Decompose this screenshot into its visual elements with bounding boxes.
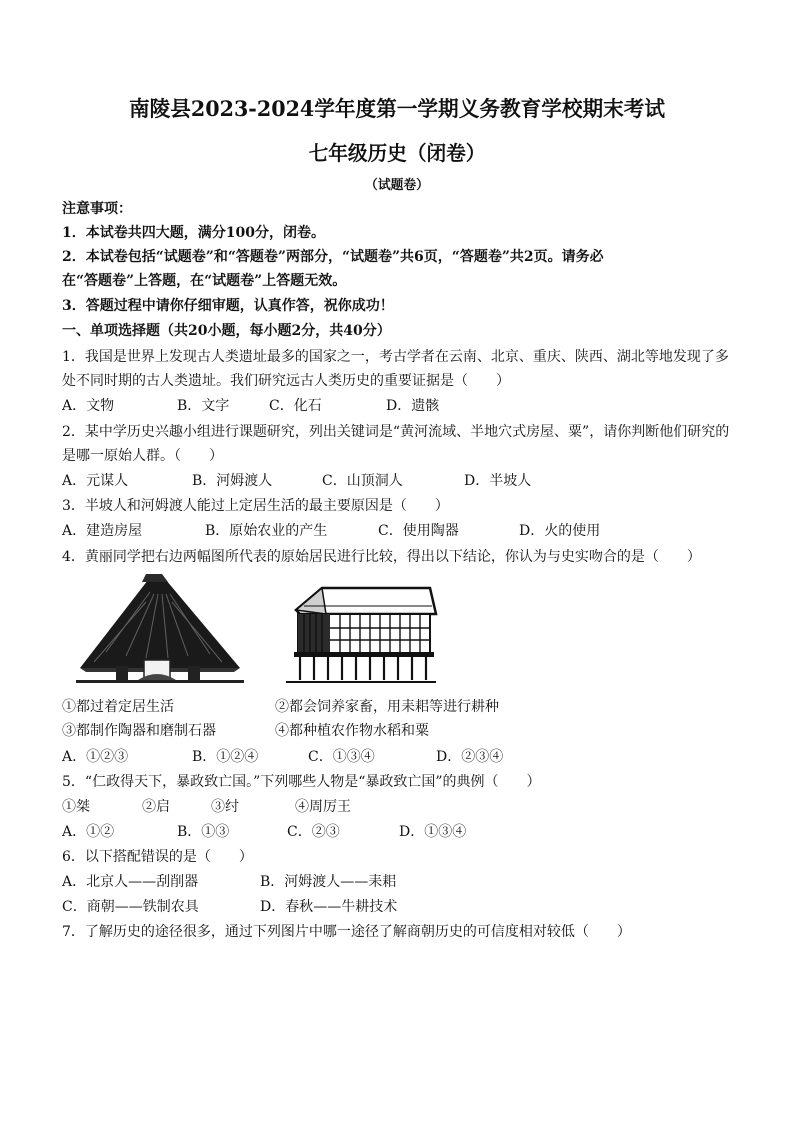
option-c: C．商朝——铁制农具 <box>62 899 199 915</box>
question-3-text: 3．半坡人和河姆渡人能过上定居生活的最主要原因是（ ） <box>62 498 449 514</box>
notice-heading: 注意事项： <box>62 201 132 217</box>
question-2-text: 是哪一原始人群。（ ） <box>62 448 223 464</box>
notice-item: 3．答题过程中请你仔细审题，认真作答，祝你成功！ <box>62 298 394 314</box>
option-a: A．①② <box>62 824 115 840</box>
statement: ④都种植农作物水稻和粟 <box>275 723 429 739</box>
exam-subtitle: 七年级历史（闭卷） <box>308 141 486 165</box>
option-b: B．河姆渡人 <box>192 473 273 489</box>
notice-item: 1．本试卷共四大题，满分100分，闭卷。 <box>62 225 325 241</box>
question-4-text: 4．黄丽同学把右边两幅图所代表的原始居民进行比较，得出以下结论，你认为与史实吻合的是（ ） <box>62 549 701 565</box>
option-d: D．半坡人 <box>464 473 532 489</box>
question-3-options <box>62 521 742 541</box>
banpo-hut-icon <box>76 572 244 688</box>
notice-item: 2．本试卷包括“试题卷”和“答题卷”两部分，“试题卷”共6页，“答题卷”共2页。请务必 <box>62 249 604 265</box>
question-5-statements <box>62 797 742 817</box>
statement: ③纣 <box>211 799 239 815</box>
question-5-options <box>62 822 742 842</box>
option-b: B．原始农业的产生 <box>205 523 328 539</box>
statement: ②都会饲养家畜，用耒耜等进行耕种 <box>275 699 499 715</box>
paper-type-label: （试题卷） <box>365 178 429 193</box>
statement: ④周厉王 <box>295 799 351 815</box>
statement: ③都制作陶器和磨制石器 <box>62 723 216 739</box>
question-2-options <box>62 471 742 491</box>
option-b: B．河姆渡人——耒耜 <box>260 874 397 890</box>
option-d: D．火的使用 <box>519 523 601 539</box>
option-d: D．春秋——牛耕技术 <box>260 899 398 915</box>
notice-item: 在“答题卷”上答题，在“试题卷”上答题无效。 <box>62 273 347 289</box>
option-a: A．北京人——刮削器 <box>62 874 199 890</box>
question-6-text: 6．以下搭配错误的是（ ） <box>62 849 253 865</box>
option-a: A．建造房屋 <box>62 523 143 539</box>
option-b: B．①②④ <box>192 749 259 765</box>
hemudu-stilt-house-icon <box>280 584 440 684</box>
statement: ①都过着定居生活 <box>62 699 174 715</box>
question-4-statements-row2 <box>62 721 742 741</box>
option-c: C．化石 <box>269 398 322 414</box>
question-5-text: 5．“仁政得天下，暴政致亡国。”下列哪些人物是“暴政致亡国”的典例（ ） <box>62 774 541 790</box>
question-4-statements-row1 <box>62 697 742 717</box>
option-b: B．文字 <box>177 398 230 414</box>
statement: ①桀 <box>62 799 90 815</box>
option-c: C．②③ <box>287 824 340 840</box>
option-d: D．②③④ <box>436 749 504 765</box>
statement: ②启 <box>142 799 170 815</box>
option-b: B．①③ <box>177 824 230 840</box>
option-d: D．遗骸 <box>386 398 440 414</box>
option-d: D．①③④ <box>399 824 467 840</box>
option-c: C．①③④ <box>308 749 375 765</box>
question-1-options <box>62 396 742 416</box>
option-a: A．文物 <box>62 398 115 414</box>
question-6-options-row1 <box>62 872 742 892</box>
exam-title: 南陵县2023-2024学年度第一学期义务教育学校期末考试 <box>128 96 665 121</box>
question-1-text: 处不同时期的古人类遗址。我们研究远古人类历史的重要证据是（ ） <box>62 373 510 389</box>
option-c: C．使用陶器 <box>378 523 459 539</box>
question-1-text: 1．我国是世界上发现古人类遗址最多的国家之一，考古学者在云南、北京、重庆、陕西、湖北等地发现了多 <box>62 349 729 365</box>
question-2-text: 2．某中学历史兴趣小组进行课题研究，列出关键词是“黄河流域、半地穴式房屋、粟”，请你判断他们研究的 <box>62 424 730 440</box>
question-6-options-row2 <box>62 897 742 917</box>
question-4-options <box>62 747 742 767</box>
option-c: C．山顶洞人 <box>322 473 403 489</box>
option-a: A．①②③ <box>62 749 129 765</box>
question-7-text: 7．了解历史的途径很多，通过下列图片中哪一途径了解商朝历史的可信度相对较低（ ） <box>62 924 631 940</box>
section-heading: 一、单项选择题（共20小题，每小题2分，共40分） <box>62 323 391 339</box>
option-a: A．元谋人 <box>62 473 129 489</box>
